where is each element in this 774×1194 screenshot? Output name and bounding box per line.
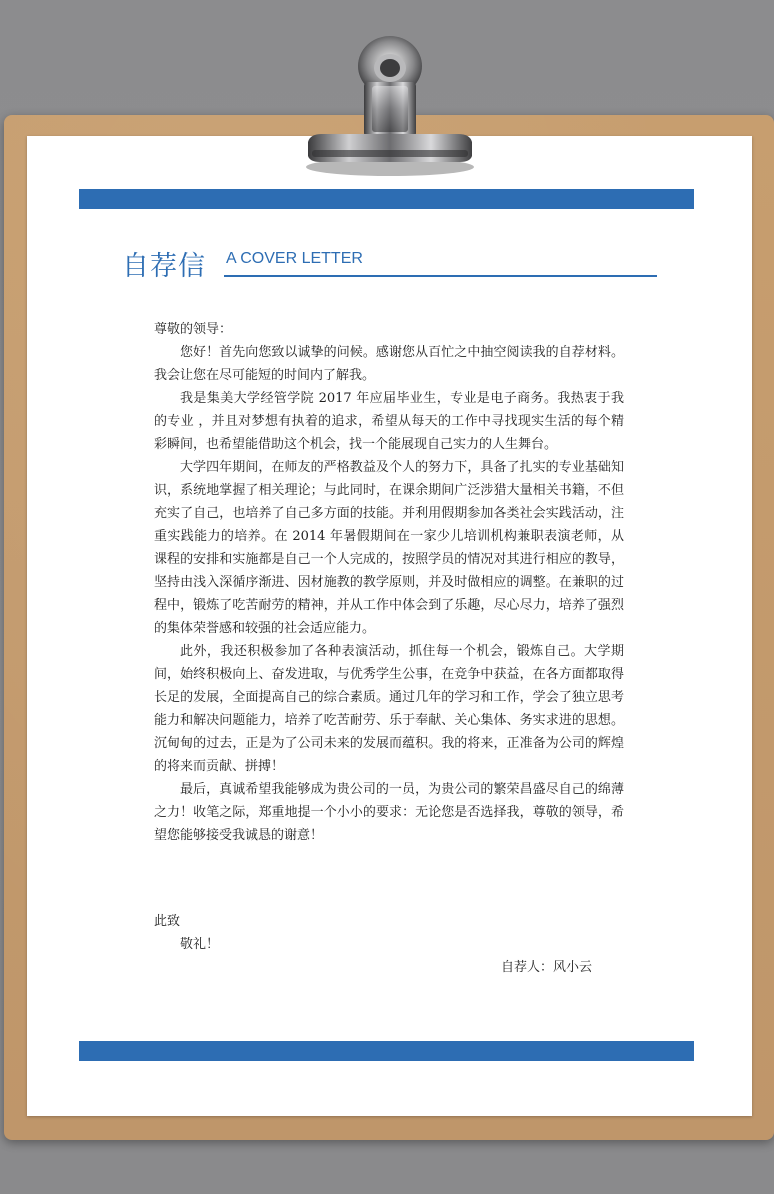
closing-line-jingli: 敬礼！ — [180, 937, 220, 952]
paragraph-university: 大学四年期间，在师友的严格教益及个人的努力下，具备了扎实的专业基础知识，系统地掌握了相关理论；与此同时，在课余期间广泛涉猎大量相关书籍，不但充实了自己，也培养了自己多方面的技能。并利用假期参加各类社会实践活动，注重实践能力的培养。在 2014 年暑假期间在一家少儿培训机构兼职表演老师，从课程的安排和实施都是自己一个人完成的，按照学员的情况对其进行相应的教导，坚持由浅入深循序渐进、因材施教的教学原则，并及时做相应的调整。在兼职的过程中，锻炼了吃苦耐劳的精神，并从工作中体会到了乐趣，尽心尽力，培养了强烈的集体荣誉感和较强的社会适应能力。 — [154, 460, 624, 636]
header-band — [79, 189, 694, 209]
binder-clip-icon — [300, 30, 480, 180]
title-english: A COVER LETTER — [226, 250, 363, 267]
salutation: 尊敬的领导： — [154, 322, 233, 337]
paragraph-activities: 此外，我还积极参加了各种表演活动，抓住每一个机会，锻炼自己。大学期间，始终积极向上、奋发进取，与优秀学生公事，在竞争中获益，在各方面都取得长足的发展，全面提高自己的综合素质。通过几年的学习和工作，学会了独立思考能力和解决问题能力，培养了吃苦耐劳、乐于奉献、关心集体、务实求进的思想。沉甸甸的过去，正是为了公司未来的发展而蕴积。我的将来，正准备为公司的辉煌的将来而贡献、拼搏！ — [154, 644, 624, 774]
letter-body — [154, 318, 624, 847]
paragraph-conclusion: 最后，真诚希望我能够成为贵公司的一员，为贵公司的繁荣昌盛尽自己的绵薄之力！收笔之际，郑重地提一个小小的要求：无论您是否选择我，尊敬的领导，希望您能够接受我诚恳的谢意！ — [154, 782, 624, 843]
footer-band — [79, 1041, 694, 1061]
paragraph-introduction: 我是集美大学经管学院 2017 年应届毕业生，专业是电子商务。我热衷于我的专业 ，并且对梦想有执着的追求，希望从每天的工作中寻找现实生活的每个精彩瞬间，也希望能借助这个机会，找一个能展现自己实力的人生舞台。 — [154, 391, 624, 452]
signature: 自荐人：风小云 — [501, 960, 593, 975]
title-underline — [224, 275, 657, 277]
title-chinese: 自荐信 — [122, 251, 206, 282]
closing-line-cizhi: 此致 — [154, 914, 181, 929]
paragraph-greeting: 您好！首先向您致以诚挚的问候。感谢您从百忙之中抽空阅读我的自荐材料。我会让您在尽可能短的时间内了解我。 — [154, 345, 624, 383]
closing-block — [154, 910, 219, 956]
